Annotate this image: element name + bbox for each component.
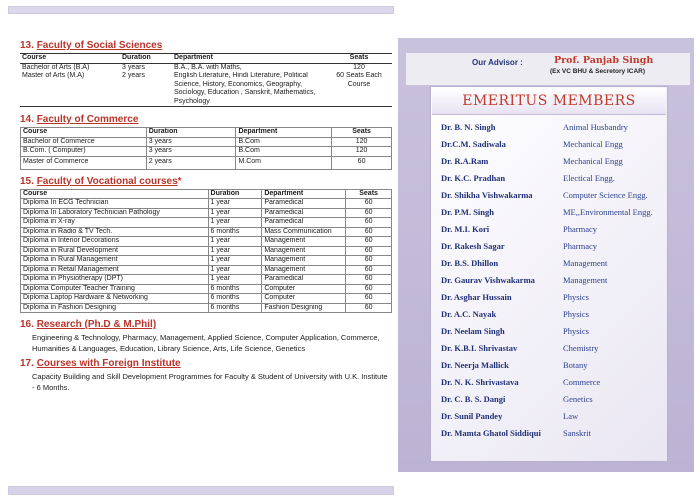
table-row <box>21 246 392 256</box>
duration-cell: 6 months <box>208 227 262 237</box>
course-cell: Diploma in Retail Management <box>21 265 209 275</box>
member-name: Dr. B. N. Singh <box>441 122 496 132</box>
seats-cell: 60 <box>346 303 392 313</box>
table-row <box>21 303 392 313</box>
seats-cell: 60 <box>346 284 392 294</box>
member-department: Electical Engg. <box>563 173 615 183</box>
duration-cell: 1 year <box>208 218 262 228</box>
member-name: Dr. K.B.I. Shrivastav <box>441 343 518 353</box>
seats-cell: 60 <box>346 275 392 285</box>
member-row <box>441 241 671 258</box>
course-cell: Diploma in Interior Decorations <box>21 237 209 247</box>
course-cell: Diploma in X-ray <box>21 218 209 228</box>
seats-cell: 60 <box>346 227 392 237</box>
member-department: Commerce <box>563 377 601 387</box>
table-row <box>20 63 392 72</box>
header-seats: Seats <box>326 54 392 64</box>
course-cell: Diploma In ECG Technician <box>21 199 209 209</box>
member-department: Mechanical Engg <box>563 156 623 166</box>
duration-cell: 1 year <box>208 199 262 209</box>
course-cell: Diploma in Rural Management <box>21 256 209 266</box>
table-row <box>21 237 392 247</box>
table-header-row <box>20 54 392 64</box>
advisor-subtitle: (Ex VC BHU & Secretory ICAR) <box>550 68 645 75</box>
course-cell: Bachelor of Commerce <box>21 137 147 147</box>
bottom-decor-bar <box>8 486 394 495</box>
course-cell: Diploma in Radio & TV Tech. <box>21 227 209 237</box>
member-department: Law <box>563 411 579 421</box>
member-row <box>441 411 671 428</box>
duration-cell: 1 year <box>208 208 262 218</box>
header-duration: Duration <box>146 128 236 138</box>
member-name: Dr. Asghar Hussain <box>441 292 512 302</box>
social-sciences-table <box>20 53 392 107</box>
member-name: Dr. K.C. Pradhan <box>441 173 506 183</box>
department-cell: B.Com <box>236 137 332 147</box>
asterisk-mark: * <box>177 175 182 187</box>
section-15-title: Faculty of Vocational courses <box>36 175 178 187</box>
member-row <box>441 207 671 224</box>
duration-cell: 1 year <box>208 237 262 247</box>
member-name: Dr. C. B. S. Dangi <box>441 394 506 404</box>
faculty-column <box>20 40 392 397</box>
table-header-row <box>21 189 392 199</box>
header-course: Course <box>20 54 120 64</box>
vocational-table-body <box>21 199 392 313</box>
foreign-institute-description: Capacity Building and Skill Development Programmes for Faculty & Student of University with U.K. Institute - 6 Months. <box>32 372 388 392</box>
table-row <box>21 256 392 266</box>
table-row <box>21 208 392 218</box>
member-row <box>441 224 671 241</box>
seats-cell: 60 <box>332 156 392 169</box>
section-16-title: Research (Ph.D & M.Phil) <box>36 319 157 330</box>
member-row <box>441 360 671 377</box>
table-row <box>21 294 392 304</box>
member-department: Pharmacy <box>563 241 597 251</box>
member-row <box>441 343 671 360</box>
seats-cell: 60 <box>346 246 392 256</box>
header-duration: Duration <box>120 54 172 64</box>
duration-cell: 3 years <box>146 137 236 147</box>
department-cell: English Literature, Hindi Literature, Political Science, History, Economics, Geography, Sociology, Education , Sanskrit, Mathematics, Psychology <box>172 72 326 107</box>
member-name: Dr. Mamta Ghatol Siddiqui <box>441 428 541 438</box>
member-row <box>441 377 671 394</box>
member-row <box>441 394 671 411</box>
emeritus-heading: EMERITUS MEMBERS <box>432 88 666 115</box>
member-row <box>441 326 671 343</box>
section-15-number: 15. <box>20 175 34 187</box>
department-cell: Computer <box>262 284 346 294</box>
department-cell: Paramedical <box>262 199 346 209</box>
member-department: Genetics <box>563 394 593 404</box>
course-cell: Diploma in Rural Development <box>21 246 209 256</box>
section-16-heading <box>20 319 392 330</box>
table-row <box>21 147 392 157</box>
section-17-heading <box>20 358 392 369</box>
member-department: Pharmacy <box>563 224 597 234</box>
duration-cell: 6 months <box>208 294 262 304</box>
section-14-title: Faculty of Commerce <box>36 114 139 125</box>
member-department: Computer Science Engg. <box>563 190 648 200</box>
department-cell: M.Com <box>236 156 332 169</box>
research-description: Engineering & Technology, Pharmacy, Management, Applied Science, Computer Application, Commerce, Humanities & Languages, Education, Library Science, Arts, Life Science, Genetics <box>32 333 380 353</box>
member-name: Dr. P.M. Singh <box>441 207 494 217</box>
member-department: Management <box>563 258 608 268</box>
table-row <box>21 137 392 147</box>
header-department: Department <box>236 128 332 138</box>
member-name: Dr. N. K. Shrivastava <box>441 377 519 387</box>
department-cell: Mass Communication <box>262 227 346 237</box>
department-cell: B.Com <box>236 147 332 157</box>
top-decor-bar <box>8 6 394 14</box>
table-row <box>21 265 392 275</box>
member-department: Chemistry <box>563 343 599 353</box>
course-cell: Master of Commerce <box>21 156 147 169</box>
header-department: Department <box>262 189 346 199</box>
duration-cell: 1 year <box>208 246 262 256</box>
duration-cell: 2 years <box>146 156 236 169</box>
member-department: Physics <box>563 292 589 302</box>
member-department: Management <box>563 275 608 285</box>
section-16-number: 16. <box>20 319 34 330</box>
member-department: Physics <box>563 326 589 336</box>
seats-cell: 60 <box>346 294 392 304</box>
table-row <box>21 156 392 169</box>
department-cell: Fashion Designing <box>262 303 346 313</box>
section-13-number: 13. <box>20 40 34 51</box>
table-row <box>20 72 392 107</box>
member-name: Dr. Rakesh Sagar <box>441 241 505 251</box>
header-department: Department <box>172 54 326 64</box>
duration-cell: 3 years <box>146 147 236 157</box>
member-row <box>441 173 671 190</box>
course-cell: Diploma in Physiotherapy (DPT) <box>21 275 209 285</box>
department-cell: Management <box>262 265 346 275</box>
section-15-heading <box>20 176 392 187</box>
member-row <box>441 122 671 139</box>
duration-cell: 2 years <box>120 72 172 107</box>
course-cell: Diploma in Fashion Designing <box>21 303 209 313</box>
section-14-number: 14. <box>20 114 34 125</box>
member-name: Dr. B.S. Dhillon <box>441 258 499 268</box>
advisor-name: Prof. Panjab Singh <box>554 55 654 66</box>
header-course: Course <box>21 128 147 138</box>
seats-cell: 120 <box>332 137 392 147</box>
member-department: ME,,Environmental Engg. <box>563 207 653 217</box>
advisor-label: Our Advisor : <box>472 58 523 67</box>
table-row <box>21 218 392 228</box>
department-cell: Management <box>262 246 346 256</box>
course-cell: Diploma Computer Teacher Training <box>21 284 209 294</box>
member-row <box>441 275 671 292</box>
duration-cell: 1 year <box>208 256 262 266</box>
seats-cell: 60 <box>346 199 392 209</box>
seats-cell: 60 <box>346 265 392 275</box>
member-row <box>441 190 671 207</box>
vocational-table <box>20 189 392 314</box>
seats-cell: 120 <box>353 63 365 71</box>
advisor-box <box>406 53 690 85</box>
department-cell: Paramedical <box>262 218 346 228</box>
member-department: Sanskrit <box>563 428 591 438</box>
table-row <box>21 227 392 237</box>
table-row <box>21 199 392 209</box>
duration-cell: 1 year <box>208 275 262 285</box>
section-14-heading <box>20 114 392 125</box>
member-name: Dr. M.I. Kori <box>441 224 490 234</box>
header-seats: Seats <box>346 189 392 199</box>
seats-cell: 60 <box>346 256 392 266</box>
header-course: Course <box>21 189 209 199</box>
department-cell: Computer <box>262 294 346 304</box>
section-13-title: Faculty of Social Sciences <box>36 40 163 51</box>
member-row <box>441 139 671 156</box>
department-cell: Paramedical <box>262 208 346 218</box>
member-department: Botany <box>563 360 588 370</box>
member-name: Dr. Neelam Singh <box>441 326 505 336</box>
emeritus-list <box>441 122 671 445</box>
seats-cell: 60 <box>346 218 392 228</box>
seats-cell: 60 <box>346 237 392 247</box>
member-name: Dr. R.A.Ram <box>441 156 489 166</box>
member-department: Mechanical Engg <box>563 139 623 149</box>
course-cell: Diploma Laptop Hardware & Networking <box>21 294 209 304</box>
member-department: Physics <box>563 309 589 319</box>
member-name: Dr. Sunil Pandey <box>441 411 503 421</box>
member-name: Dr. Gaurav Vishwakarma <box>441 275 535 285</box>
section-17-number: 17. <box>20 358 34 369</box>
section-17-title: Courses with Foreign Institute <box>36 358 181 369</box>
member-row <box>441 156 671 173</box>
header-seats: Seats <box>332 128 392 138</box>
department-cell: Paramedical <box>262 275 346 285</box>
course-cell: Diploma In Laboratory Technician Pathology <box>21 208 209 218</box>
member-row <box>441 258 671 275</box>
member-department: Animal Husbandry <box>563 122 628 132</box>
member-name: Dr. Neerja Mallick <box>441 360 509 370</box>
table-header-row <box>21 128 392 138</box>
department-cell: B.A., B.A. with Maths, <box>174 63 242 71</box>
member-row <box>441 428 671 445</box>
course-cell: B.Com. ( Computer) <box>21 147 147 157</box>
commerce-table <box>20 127 392 170</box>
course-cell: Bachelor of Arts (B.A) <box>22 63 90 71</box>
seats-cell: 60 <box>346 208 392 218</box>
duration-cell: 6 months <box>208 284 262 294</box>
duration-cell: 6 months <box>208 303 262 313</box>
duration-cell: 1 year <box>208 265 262 275</box>
seats-cell: 120 <box>332 147 392 157</box>
course-cell: Master of Arts (M.A) <box>20 72 120 107</box>
department-cell: Management <box>262 256 346 266</box>
duration-cell: 3 years <box>122 63 145 71</box>
member-name: Dr. A.C. Nayak <box>441 309 497 319</box>
member-name: Dr.C.M. Sadiwala <box>441 139 506 149</box>
header-duration: Duration <box>208 189 262 199</box>
table-row <box>21 275 392 285</box>
member-row <box>441 309 671 326</box>
member-row <box>441 292 671 309</box>
table-row <box>21 284 392 294</box>
section-13-heading <box>20 40 392 51</box>
department-cell: Management <box>262 237 346 247</box>
member-name: Dr. Shikha Vishwakarma <box>441 190 533 200</box>
seats-cell: 60 Seats Each Course <box>326 72 392 107</box>
